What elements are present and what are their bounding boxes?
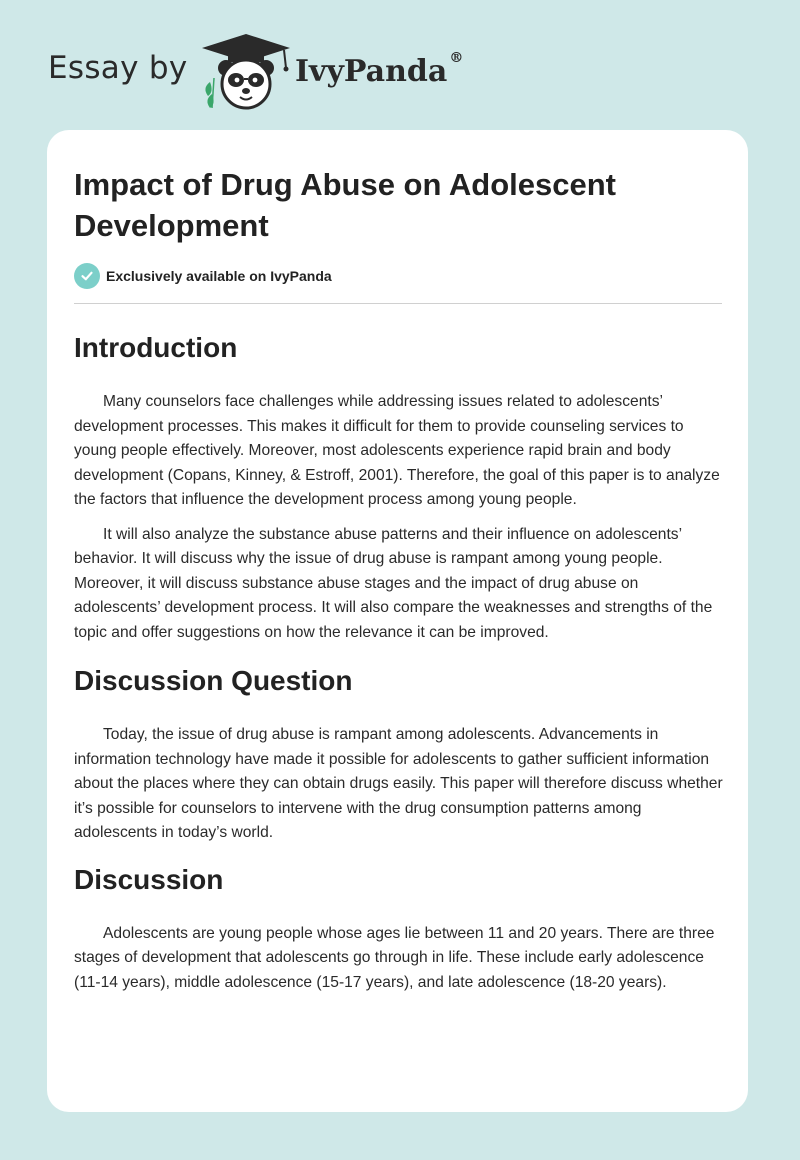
check-circle-icon — [74, 263, 100, 289]
exclusive-badge — [74, 263, 332, 289]
paragraph: Today, the issue of drug abuse is rampant among adolescents. Advancements in information technology have made it possible for adolescents to gather sufficient information about the places where they can obtain drugs easily. This paper will therefore discuss whether it’s possible for counselors to intervene with the drug consumption patterns among adolescents in today’s world. — [74, 726, 723, 841]
section-discussion-question — [74, 659, 724, 846]
badge-label: Exclusively available on IvyPanda — [106, 268, 332, 284]
essay-body — [74, 320, 724, 995]
paragraph: Adolescents are young people whose ages lie between 11 and 20 years. There are three stages of development that adolescents go through in life. These include early adolescence (11-14 years), middle adolescence (15-17 years), and late adolescence (18-20 years). — [74, 924, 715, 991]
essay-title: Impact of Drug Abuse on Adolescent Development — [74, 167, 616, 243]
site-header — [0, 0, 800, 130]
panda-graduate-icon — [200, 34, 292, 110]
paragraph: It will also analyze the substance abuse patterns and their influence on adolescents’ behavior. It will discuss why the issue of drug abuse is rampant among young people. Moreover, it will discuss substance abuse stages and the impact of drug abuse on adolescents’ development process. It will also compare the weaknesses and strengths of the topic and offer suggestions on how the relevance it can be improved. — [74, 525, 713, 641]
paragraph: Many counselors face challenges while addressing issues related to adolescents’ development processes. This makes it difficult for them to provide counseling services to young people effectively. Moreover, most adolescents experience rapid brain and body development (Copans, Kinney, & Estroff, 2001). Therefore, the goal of this paper is to analyze the factors that influence the development process among young people. — [74, 393, 720, 508]
section-discussion — [74, 858, 724, 996]
title-divider — [74, 303, 722, 304]
brand-name: IvyPanda ® — [295, 50, 464, 89]
section-introduction — [74, 326, 724, 645]
registered-mark: ® — [449, 50, 464, 66]
section-heading: Discussion Question — [74, 665, 353, 696]
brand-prefix: Essay by — [48, 50, 188, 86]
section-heading: Introduction — [74, 332, 238, 363]
essay-card — [47, 130, 748, 1112]
section-heading: Discussion — [74, 863, 224, 895]
